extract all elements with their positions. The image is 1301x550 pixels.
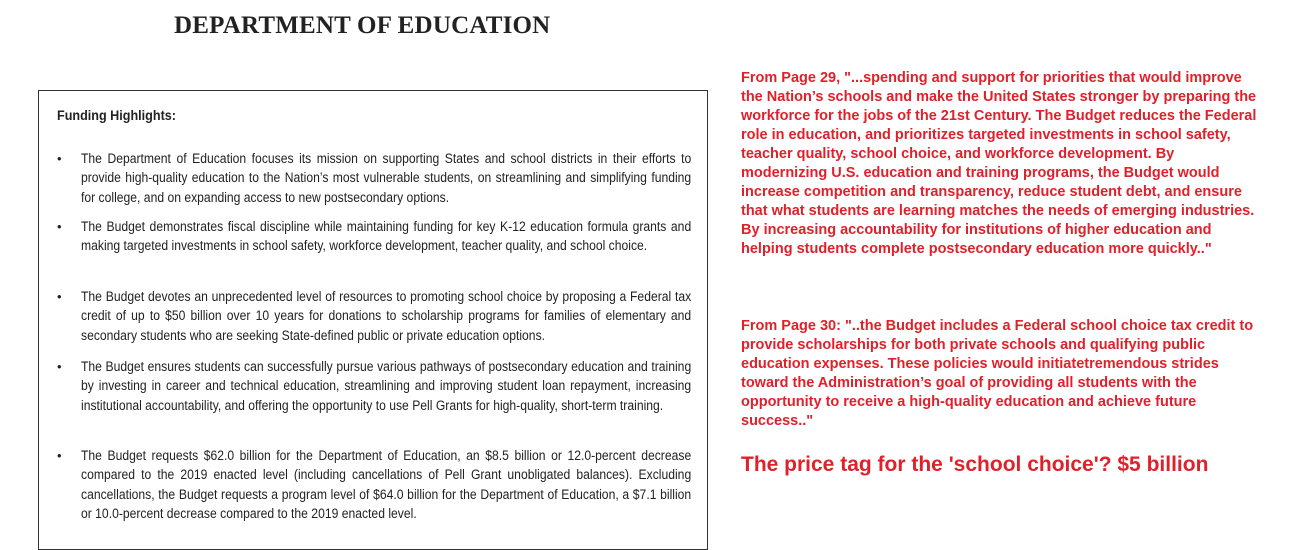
bullet-dot-icon: • [57,359,62,374]
annotation-quote-page-30: From Page 30: "..the Budget includes a Federal school choice tax credit to provide scholarships for both private schools and qualifying public education expenses. These policies would initiatetremendous strides toward the Administration’s goal of providing all students with the opportunity to receive a high-quality education and achieve future success.." [741,318,1254,429]
bullet-dot-icon: • [57,289,62,304]
bullet-dot-icon: • [57,151,62,166]
bullet-dot-icon: • [57,448,62,463]
funding-bullet-text: The Budget demonstrates fiscal discipline while maintaining funding for key K-12 education formula grants and making targeted investments in school safety, workforce development, teacher quality, and school choice. [81,219,692,254]
funding-bullet-text: The Budget devotes an unprecedented level of resources to promoting school choice by proposing a Federal tax credit of up to $50 billion over 10 years for donations to scholarship programs for families of elementary and secondary students who are seeking State-defined public or private education options. [81,289,692,343]
funding-bullet-text: The Department of Education focuses its mission on supporting States and school districts in their efforts to provide high-quality education to the Nation’s most vulnerable students, on streamlining and simplifying funding for college, and on expanding access to new postsecondary options. [81,151,692,205]
annotation-price-tag: The price tag for the 'school choice'? $5 billion [741,453,1209,476]
department-title: DEPARTMENT OF EDUCATION [174,12,551,39]
funding-bullet-text: The Budget requests $62.0 billion for the Department of Education, an $8.5 billion or 12.0-percent decrease compared to the 2019 enacted level (including cancellations of Pell Grant unobligated balances). Excluding cancellations, the Budget requests a program level of $64.0 billion for the Department of Education, a $7.1 billion or 10.0-percent decrease compared to the 2019 enacted level. [81,448,692,521]
annotation-quote-page-29: From Page 29, "...spending and support for priorities that would improve the Nation’s schools and make the United States stronger by preparing the workforce for the jobs of the 21st Century. The Budget reduces the Federal role in education, and prioritizes targeted investments in school safety, teacher quality, school choice, and workforce development. By modernizing U.S. education and training programs, the Budget would increase competition and transparency, reduce student debt, and ensure that what students are learning matches the needs of emerging industries. By increasing accountability for institutions of higher education and helping students complete postsecondary education more quickly.." [741,70,1257,257]
funding-highlights-box [38,90,708,550]
bullet-dot-icon: • [57,219,62,234]
funding-bullet-text: The Budget ensures students can successfully pursue various pathways of postsecondary education and training by investing in career and technical education, streamlining and improving student loan repayment, increasing institutional accountability, and offering the opportunity to use Pell Grants for high-quality, short-term training. [81,359,692,413]
funding-highlights-heading: Funding Highlights: [57,107,176,123]
